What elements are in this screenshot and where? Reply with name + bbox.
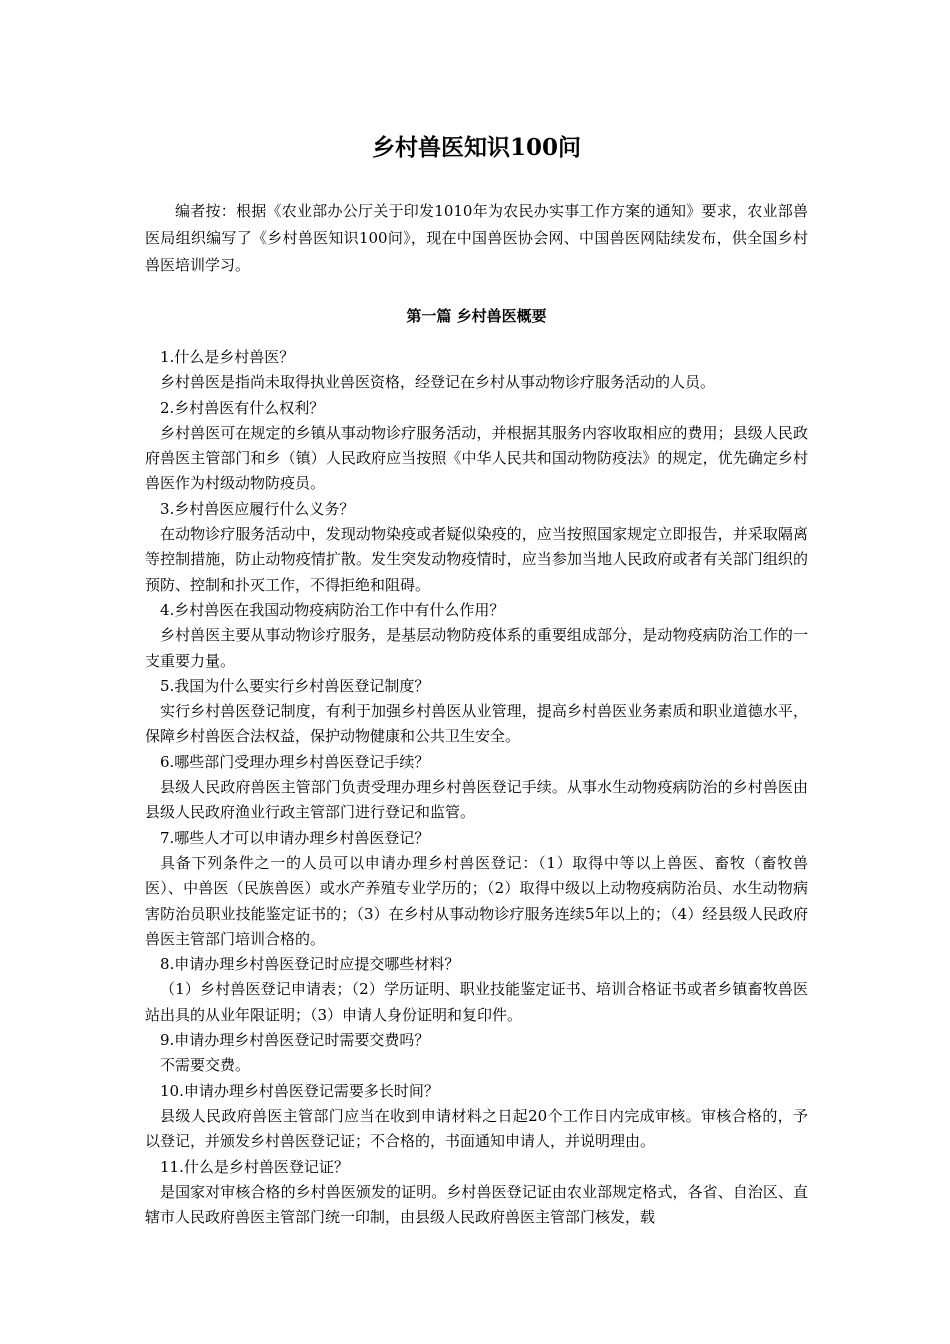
qa-list [145,345,808,1230]
answer-4: 乡村兽医主要从事动物诊疗服务，是基层动物防疫体系的重要组成部分，是动物疫病防治工作的一支重要力量。 [145,626,808,670]
answer-11: 是国家对审核合格的乡村兽医颁发的证明。乡村兽医登记证由农业部规定格式，各省、自治区、直辖市人民政府兽医主管部门统一印制，由县级人民政府兽医主管部门核发，载 [145,1182,808,1227]
chapter-title: 第一篇 乡村兽医概要 [406,307,547,325]
question-3: 3.乡村兽医应履行什么义务？ [160,499,355,518]
question-6: 6.哪些部门受理办理乡村兽医登记手续？ [160,752,430,771]
question-9: 9.申请办理乡村兽医登记时需要交费吗？ [160,1031,430,1050]
question-7: 7.哪些人才可以申请办理乡村兽医登记？ [160,828,430,847]
question-5: 5.我国为什么要实行乡村兽医登记制度？ [160,676,430,695]
answer-1: 乡村兽医是指尚未取得执业兽医资格，经登记在乡村从事动物诊疗服务活动的人员。 [160,373,716,392]
answer-6: 县级人民政府兽医主管部门负责受理办理乡村兽医登记手续。从事水生动物疫病防治的乡村兽医由县级人民政府渔业行政主管部门进行登记和监管。 [145,778,808,822]
question-1: 1.什么是乡村兽医？ [160,348,295,366]
answer-10: 县级人民政府兽医主管部门应当在收到申请材料之日起20个工作日内完成审核。审核合格的，予以登记，并颁发乡村兽医登记证；不合格的，书面通知申请人，并说明理由。 [145,1106,808,1151]
answer-5: 实行乡村兽医登记制度，有利于加强乡村兽医从业管理，提高乡村兽医业务素质和职业道德水平，保障乡村兽医合法权益，保护动物健康和公共卫生安全。 [145,702,808,746]
editor-note: 编者按：根据《农业部办公厅关于印发1010年为农民办实事工作方案的通知》要求，农业部兽医局组织编写了《乡村兽医知识100问》，现在中国兽医协会网、中国兽医网陆续发布，供全国乡村兽医培训学习。 [145,202,808,274]
document-title: 乡村兽医知识100问 [371,134,581,161]
answer-9: 不需要交费。 [160,1056,251,1075]
question-10: 10.申请办理乡村兽医登记需要多长时间？ [160,1081,439,1100]
question-2: 2.乡村兽医有什么权利？ [160,398,325,417]
question-4: 4.乡村兽医在我国动物疫病防治工作中有什么作用？ [160,600,505,619]
answer-2: 乡村兽医可在规定的乡镇从事动物诊疗服务活动，并根据其服务内容收取相应的费用；县级人民政府兽医主管部门和乡（镇）人民政府应当按照《中华人民共和国动物防疫法》的规定，优先确定乡村兽医作为村级动物防疫员。 [145,423,808,493]
answer-8: （1）乡村兽医登记申请表；（2）学历证明、职业技能鉴定证书、培训合格证书或者乡镇畜牧兽医站出具的从业年限证明；（3）申请人身份证明和复印件。 [145,980,808,1024]
answer-7: 具备下列条件之一的人员可以申请办理乡村兽医登记：（1）取得中等以上兽医、畜牧（畜牧兽医）、中兽医（民族兽医）或水产养殖专业学历的；（2）取得中级以上动物疫病防治员、水生动物病害防治员职业技能鉴定证书的；（3）在乡村从事动物诊疗服务连续5年以上的；（4）经县级人民政府兽医主管部门培训合格的。 [145,853,808,948]
question-11: 11.什么是乡村兽医登记证？ [160,1157,349,1176]
question-8: 8.申请办理乡村兽医登记时应提交哪些材料？ [160,955,460,974]
answer-3: 在动物诊疗服务活动中，发现动物染疫或者疑似染疫的，应当按照国家规定立即报告，并采取隔离等控制措施，防止动物疫情扩散。发生突发动物疫情时，应当参加当地人民政府或者有关部门组织的预防、控制和扑灭工作，不得拒绝和阻碍。 [145,525,808,594]
